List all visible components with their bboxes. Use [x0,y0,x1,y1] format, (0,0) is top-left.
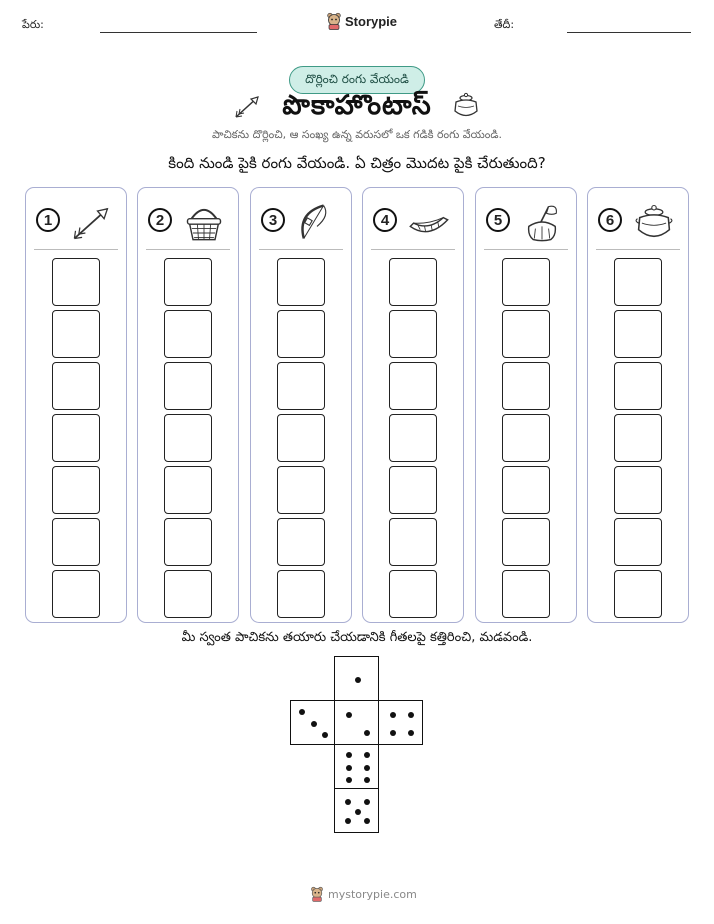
die-pip [390,712,396,718]
column-divider [596,249,680,250]
column-divider [371,249,455,250]
roll-color-badge: దొర్లించి రంగు వేయండి [289,66,425,94]
color-box[interactable] [389,570,437,618]
color-box[interactable] [277,466,325,514]
column-number: 1 [36,208,60,232]
die-pip [364,730,370,736]
color-box[interactable] [614,466,662,514]
footer-url: mystorypie.com [328,887,417,901]
color-box[interactable] [164,570,212,618]
die-pip [390,730,396,736]
die-pip [345,799,351,805]
color-box[interactable] [389,362,437,410]
color-box[interactable] [389,518,437,566]
date-line [567,32,691,33]
color-box[interactable] [614,570,662,618]
name-line [100,32,257,33]
color-box[interactable] [277,310,325,358]
column-header [261,202,345,242]
color-box[interactable] [277,414,325,462]
column-5 [475,187,577,623]
color-box[interactable] [52,518,100,566]
color-box[interactable] [502,466,550,514]
die-pip [346,752,352,758]
color-box[interactable] [614,310,662,358]
color-box[interactable] [164,258,212,306]
color-box[interactable] [164,362,212,410]
color-box[interactable] [614,414,662,462]
pot-icon [632,202,676,242]
column-header [148,202,232,242]
die-pip [364,752,370,758]
date-label: తేదీ: [494,18,515,31]
column-number: 5 [486,208,510,232]
die-pip [299,709,305,715]
die-pip [355,677,361,683]
color-box[interactable] [52,570,100,618]
color-box[interactable] [277,570,325,618]
bow-icon [295,202,339,242]
column-number: 2 [148,208,172,232]
storypie-mascot-icon [326,12,342,30]
die-pip [364,799,370,805]
die-pip [346,777,352,783]
canoe-icon [407,202,451,242]
color-box[interactable] [614,518,662,566]
color-box[interactable] [52,258,100,306]
color-box[interactable] [277,518,325,566]
color-box[interactable] [502,518,550,566]
color-box[interactable] [52,362,100,410]
color-box[interactable] [502,570,550,618]
color-box[interactable] [164,414,212,462]
color-box[interactable] [52,414,100,462]
storypie-mascot-icon [310,886,324,902]
column-number: 3 [261,208,285,232]
column-header [598,202,682,242]
column-number: 4 [373,208,397,232]
column-header [486,202,570,242]
color-box[interactable] [614,362,662,410]
dice-instruction: మీ స్వంత పాచికను తయారు చేయడానికి గీతలపై కత్తిరించి, మడవండి. [181,630,533,645]
die-pip [364,765,370,771]
column-2 [137,187,239,623]
page-title: పొకాహొంటాస్ [282,90,432,121]
column-divider [146,249,230,250]
die-face-2 [334,700,379,745]
die-pip [346,765,352,771]
die-face-5 [334,788,379,833]
die-face-1 [334,656,379,701]
feather-icon [520,202,564,242]
color-box[interactable] [502,362,550,410]
color-box[interactable] [614,258,662,306]
color-box[interactable] [52,310,100,358]
color-box[interactable] [277,258,325,306]
die-pip [364,777,370,783]
color-box[interactable] [389,258,437,306]
color-box[interactable] [389,414,437,462]
name-label: పేరు: [22,18,44,31]
color-box[interactable] [389,310,437,358]
color-box[interactable] [502,258,550,306]
color-box[interactable] [389,466,437,514]
color-box[interactable] [164,518,212,566]
die-pip [311,721,317,727]
die-pip [364,818,370,824]
color-box[interactable] [164,466,212,514]
die-pip [408,712,414,718]
pot-icon [451,92,481,120]
color-box[interactable] [277,362,325,410]
die-pip [408,730,414,736]
die-pip [322,732,328,738]
color-box[interactable] [502,414,550,462]
die-pip [346,712,352,718]
arrow-icon [70,202,114,242]
die-face-3 [290,700,335,745]
basket-icon [182,202,226,242]
column-number: 6 [598,208,622,232]
instructions-text: పాచికను దొర్లించి, ఆ సంఖ్య ఉన్న వరుసలో ఒక గడికి రంగు వేయండి. [212,128,502,141]
brand-logo [326,12,397,30]
column-3 [250,187,352,623]
brand-name: Storypie [345,13,398,29]
column-4 [362,187,464,623]
column-6 [587,187,689,623]
column-divider [484,249,568,250]
footer [310,886,417,902]
color-box[interactable] [52,466,100,514]
column-header [373,202,457,242]
die-face-6 [334,744,379,789]
question-text: కింది నుండి పైకి రంగు వేయండి. ఏ చిత్రం మొదట పైకి చేరుతుంది? [168,154,546,172]
color-box[interactable] [164,310,212,358]
die-pip [345,818,351,824]
die-face-4 [378,700,423,745]
column-divider [34,249,118,250]
die-pip [355,809,361,815]
color-box[interactable] [502,310,550,358]
column-header [36,202,120,242]
column-1 [25,187,127,623]
column-divider [259,249,343,250]
